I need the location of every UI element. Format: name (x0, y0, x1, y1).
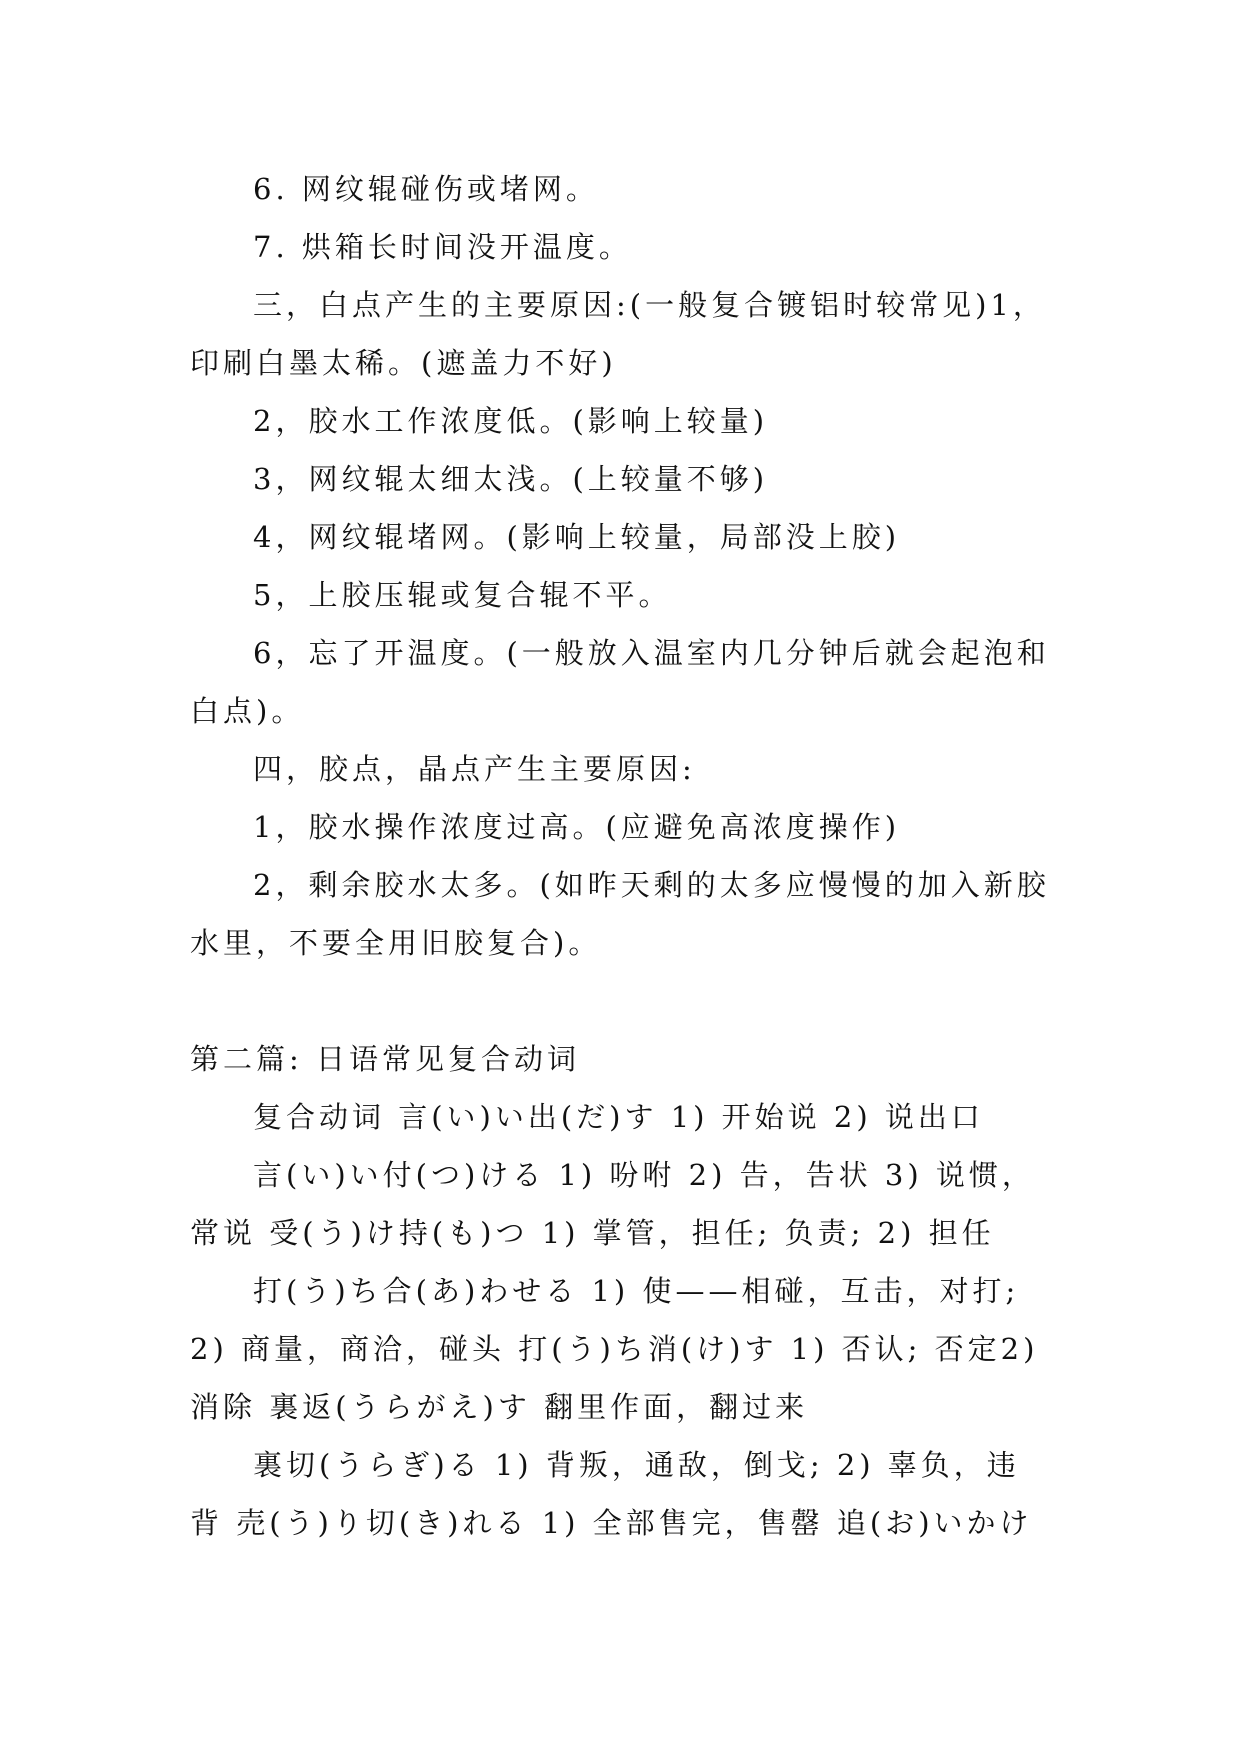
section-gap (190, 972, 1058, 1030)
paragraph-line: 1，胶水操作浓度过高。(应避免高浓度操作) (253, 810, 901, 844)
paragraph-line: 言(い)い付(つ)ける 1) 吩咐 2) 告，告状 3) 说惯， (253, 1158, 1035, 1192)
paragraph-line: 白点)。 (190, 694, 305, 728)
paragraph-line: 2，剩余胶水太多。(如昨天剩的太多应慢慢的加入新胶 (253, 868, 1050, 902)
paragraph-line: 3，网纹辊太细太浅。(上较量不够) (253, 462, 769, 496)
paragraph-line: 裏切(うらぎ)る 1) 背叛，通敌，倒戈; 2) 辜负，违 (253, 1448, 1020, 1482)
paragraph-line: 背 売(う)り切(き)れる 1) 全部售完，售罄 追(お)いかけ (190, 1506, 1033, 1540)
paragraph-line: 消除 裏返(うらがえ)す 翻里作面，翻过来 (190, 1390, 809, 1424)
paragraph-line: 6. 网纹辊碰伤或堵网。 (253, 172, 599, 206)
paragraph-line: 2) 商量，商洽，碰头 打(う)ち消(け)す 1) 否认; 否定2) (190, 1332, 1039, 1366)
paragraph-line: 6，忘了开温度。(一般放入温室内几分钟后就会起泡和 (253, 636, 1050, 670)
paragraph-line: 5，上胶压辊或复合辊不平。 (253, 578, 672, 612)
section-title: 第二篇: 日语常见复合动词 (190, 1042, 580, 1076)
paragraph-line: 打(う)ち合(あ)わせる 1) 使——相碰，互击，对打; (253, 1274, 1020, 1308)
paragraph-line: 三，白点产生的主要原因:(一般复合镀铝时较常见)1， (253, 288, 1046, 322)
paragraph-line: 7. 烘箱长时间没开温度。 (253, 230, 632, 264)
document-page (190, 160, 1058, 1552)
paragraph-line: 水里，不要全用旧胶复合)。 (190, 926, 602, 960)
paragraph-line: 常说 受(う)け持(も)つ 1) 掌管，担任; 负责; 2) 担任 (190, 1216, 995, 1250)
paragraph-line: 2，胶水工作浓度低。(影响上较量) (253, 404, 769, 438)
paragraph-line: 复合动词 言(い)い出(だ)す 1) 开始说 2) 说出口 (253, 1100, 984, 1134)
paragraph-line: 印刷白墨太稀。(遮盖力不好) (190, 346, 617, 380)
paragraph-line: 四，胶点，晶点产生主要原因: (253, 752, 696, 786)
paragraph-line: 4，网纹辊堵网。(影响上较量，局部没上胶) (253, 520, 901, 554)
